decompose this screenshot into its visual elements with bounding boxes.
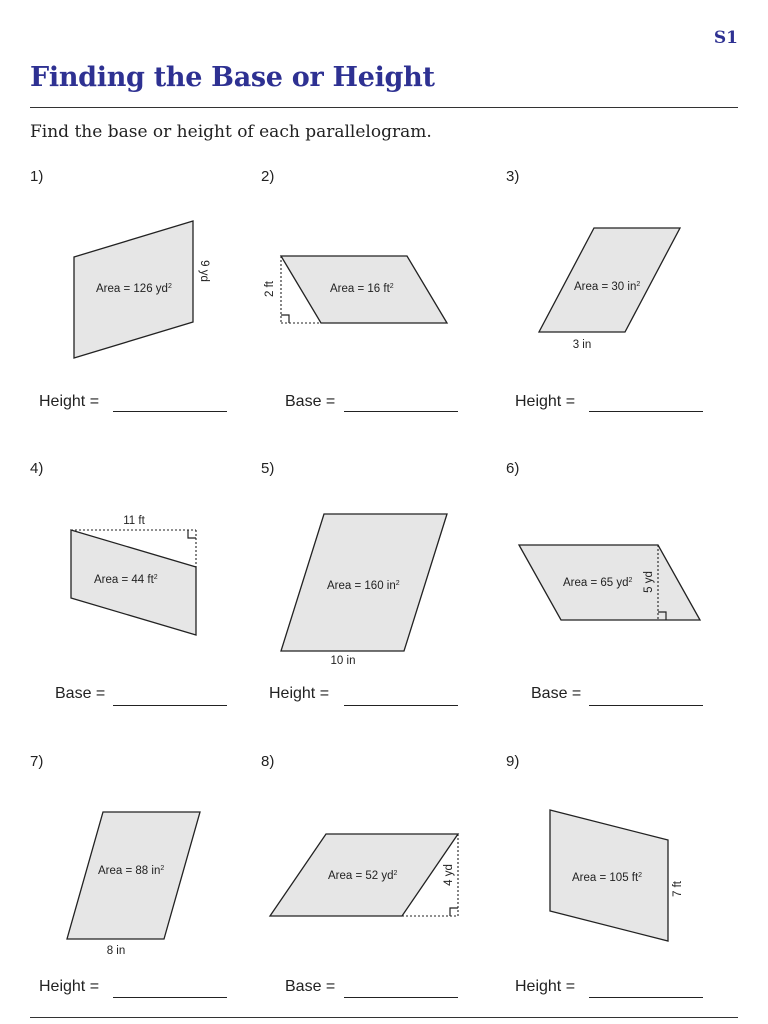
problem-3-number: 3): [506, 168, 520, 185]
problem-6-answer-label: Base =: [531, 685, 582, 702]
problem-8-answer-label: Base =: [285, 978, 336, 995]
problem-5-answer-label: Height =: [269, 685, 330, 702]
problem-8-area: Area = 52 $yd^2$: [328, 870, 398, 882]
problem-6-area: Area = 65 $yd^2$: [563, 577, 633, 589]
problem-9-answer-label: Height =: [515, 978, 576, 995]
problem-2-area: Area = 16 $ft^2$: [330, 283, 394, 295]
problem-9-area: Area = 105 $ft^2$: [572, 872, 643, 884]
problem-6-number: 6): [506, 460, 520, 477]
problem-4-given: 11 ft: [123, 515, 145, 527]
problem-8-answer-blank[interactable]: [344, 997, 458, 998]
problem-4-area: Area = 44 $ft^2$: [94, 574, 158, 586]
page-title: Finding the Base or Height: [30, 62, 435, 93]
problem-5-area: Area = 160 $in^2$: [327, 580, 400, 592]
problem-3-area: Area = 30 $in^2$: [574, 281, 641, 293]
problem-8-number: 8): [261, 753, 275, 770]
problem-9-number: 9): [506, 753, 520, 770]
problem-8-given: 4 yd: [443, 864, 455, 886]
problem-2-number: 2): [261, 168, 275, 185]
problem-9-given: 7 ft: [672, 881, 684, 897]
problem-4-number: 4): [30, 460, 44, 477]
problem-7-area: Area = 88 $in^2$: [98, 865, 165, 877]
problem-5-number: 5): [261, 460, 275, 477]
problem-5-given: 10 in: [330, 655, 356, 667]
footer-divider: [30, 1017, 738, 1018]
problem-1-number: 1): [30, 168, 44, 185]
problem-1-answer-label: Height =: [39, 393, 100, 410]
problem-2-answer-label: Base =: [285, 393, 336, 410]
problem-3-given: 3 in: [572, 339, 592, 351]
problem-3-answer-label: Height =: [515, 393, 576, 410]
problem-2-given: 2 ft: [264, 281, 276, 297]
problem-4-answer-label: Base =: [55, 685, 106, 702]
instructions: Find the base or height of each parallelogram.: [30, 122, 432, 142]
problem-1-given: 9 yd: [198, 260, 210, 282]
problem-7-number: 7): [30, 753, 44, 770]
problem-7-given: 8 in: [106, 945, 126, 957]
problem-9-answer-blank[interactable]: [589, 997, 703, 998]
sheet-code: S1: [713, 28, 738, 48]
problem-7-answer-blank[interactable]: [113, 997, 227, 998]
problem-7-answer-label: Height =: [39, 978, 100, 995]
problem-6-given: 5 yd: [643, 571, 655, 593]
problem-1-area: Area = 126 $yd^2$: [96, 283, 172, 295]
